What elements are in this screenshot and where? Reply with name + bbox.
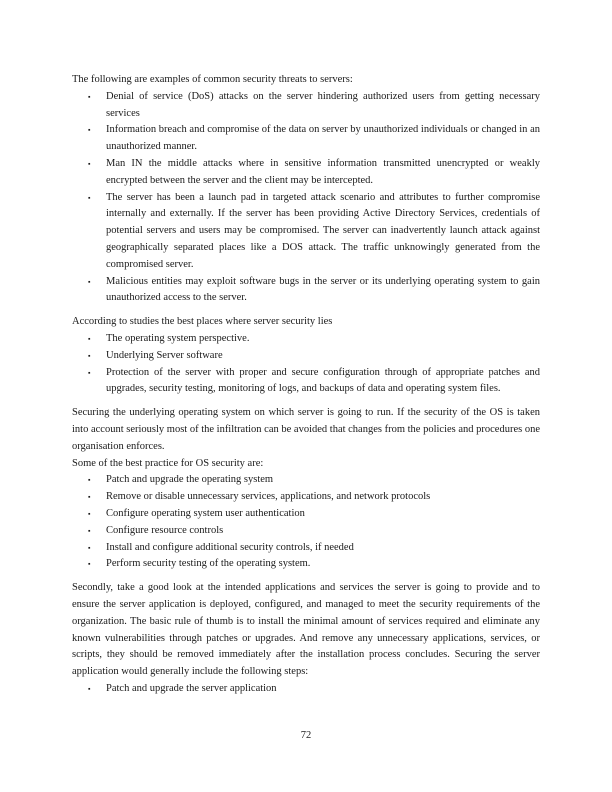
list-item: ▪ Perform security testing of the operating system.: [72, 556, 540, 573]
bullet-icon: ▪: [88, 684, 91, 693]
bullet-icon: ▪: [88, 126, 91, 135]
list-item: ▪ Denial of service (DoS) attacks on the server hindering authorized users from getting necessary services: [88, 90, 540, 119]
bullet-icon: ▪: [88, 368, 91, 377]
page-content: [72, 72, 540, 698]
bullet-icon: ▪: [88, 334, 91, 343]
list-item: ▪ Protection of the server with proper and secure configuration through of appropriate patches and upgrades, security testing, monitoring of logs, and backups of data and operating system files.: [88, 366, 540, 395]
list-item: ▪ The operating system perspective.: [72, 331, 540, 348]
list-item: ▪ Configure operating system user authentication: [72, 506, 540, 523]
bullet-icon: ▪: [88, 509, 91, 518]
list-item: ▪ Remove or disable unnecessary services, applications, and network protocols: [72, 489, 540, 506]
os-security-paragraph: Securing the underlying operating system on which server is going to run. If the security of the OS is taken into account seriously most of the infiltration can be avoided that changes from the policies and procedures one organisation enforces.: [72, 407, 540, 452]
list-item: ▪ Configure resource controls: [72, 523, 540, 540]
bullet-icon: ▪: [88, 526, 91, 535]
page-number: 72: [300, 730, 312, 741]
list-item: ▪ Install and configure additional security controls, if needed: [72, 540, 540, 557]
bullet-icon: ▪: [88, 476, 91, 485]
threats-list: [72, 89, 540, 307]
os-security-list: [72, 472, 540, 573]
list-item: ▪ The server has been a launch pad in targeted attack scenario and attributes to further compromise internally and externally. If the server has been providing Active Directory Services, credentials of potential servers and users may be compromised. The server can inadvertently launch attack against geographically separated places like a DOS attack. The traffic unknowingly generated from the compromised server.: [88, 191, 540, 270]
os-security-intro: Some of the best practice for OS security are:: [72, 457, 264, 469]
bullet-icon: ▪: [88, 193, 91, 202]
bullet-icon: ▪: [88, 92, 91, 101]
bullet-icon: ▪: [88, 351, 91, 360]
places-intro: According to studies the best places where server security lies: [72, 316, 333, 328]
list-item: ▪ Underlying Server software: [72, 348, 540, 365]
threats-intro: The following are examples of common security threats to servers:: [72, 74, 353, 85]
app-security-list: [72, 681, 540, 698]
list-item: ▪ Patch and upgrade the operating system: [72, 472, 540, 489]
app-security-paragraph: Secondly, take a good look at the intended applications and services the server is going to provide and to ensure the server application is deployed, configured, and managed to meet the security requirements of the organization. The basic rule of thumb is to install the minimal amount of services required and eliminate any known vulnerabilities through patches or upgrades. And remove any unnecessary applications, services, or scripts, they should be removed immediately after the installation process concludes. Securing the server application would generally include the following steps:: [72, 582, 540, 678]
places-list: [72, 331, 540, 398]
bullet-icon: ▪: [88, 493, 91, 502]
bullet-icon: ▪: [88, 543, 91, 552]
bullet-icon: ▪: [88, 560, 91, 569]
list-item: ▪ Patch and upgrade the server application: [72, 681, 540, 698]
list-item: ▪ Information breach and compromise of the data on server by unauthorized individuals or changed in an unauthorized manner.: [88, 124, 540, 153]
list-item: ▪ Malicious entities may exploit software bugs in the server or its underlying operating system to gain unauthorized access to the server.: [88, 275, 540, 304]
bullet-icon: ▪: [88, 277, 91, 286]
bullet-icon: ▪: [88, 159, 91, 168]
list-item: ▪ Man IN the middle attacks where in sensitive information transmitted unencrypted or weakly encrypted between the server and the client may be intercepted.: [88, 157, 540, 186]
